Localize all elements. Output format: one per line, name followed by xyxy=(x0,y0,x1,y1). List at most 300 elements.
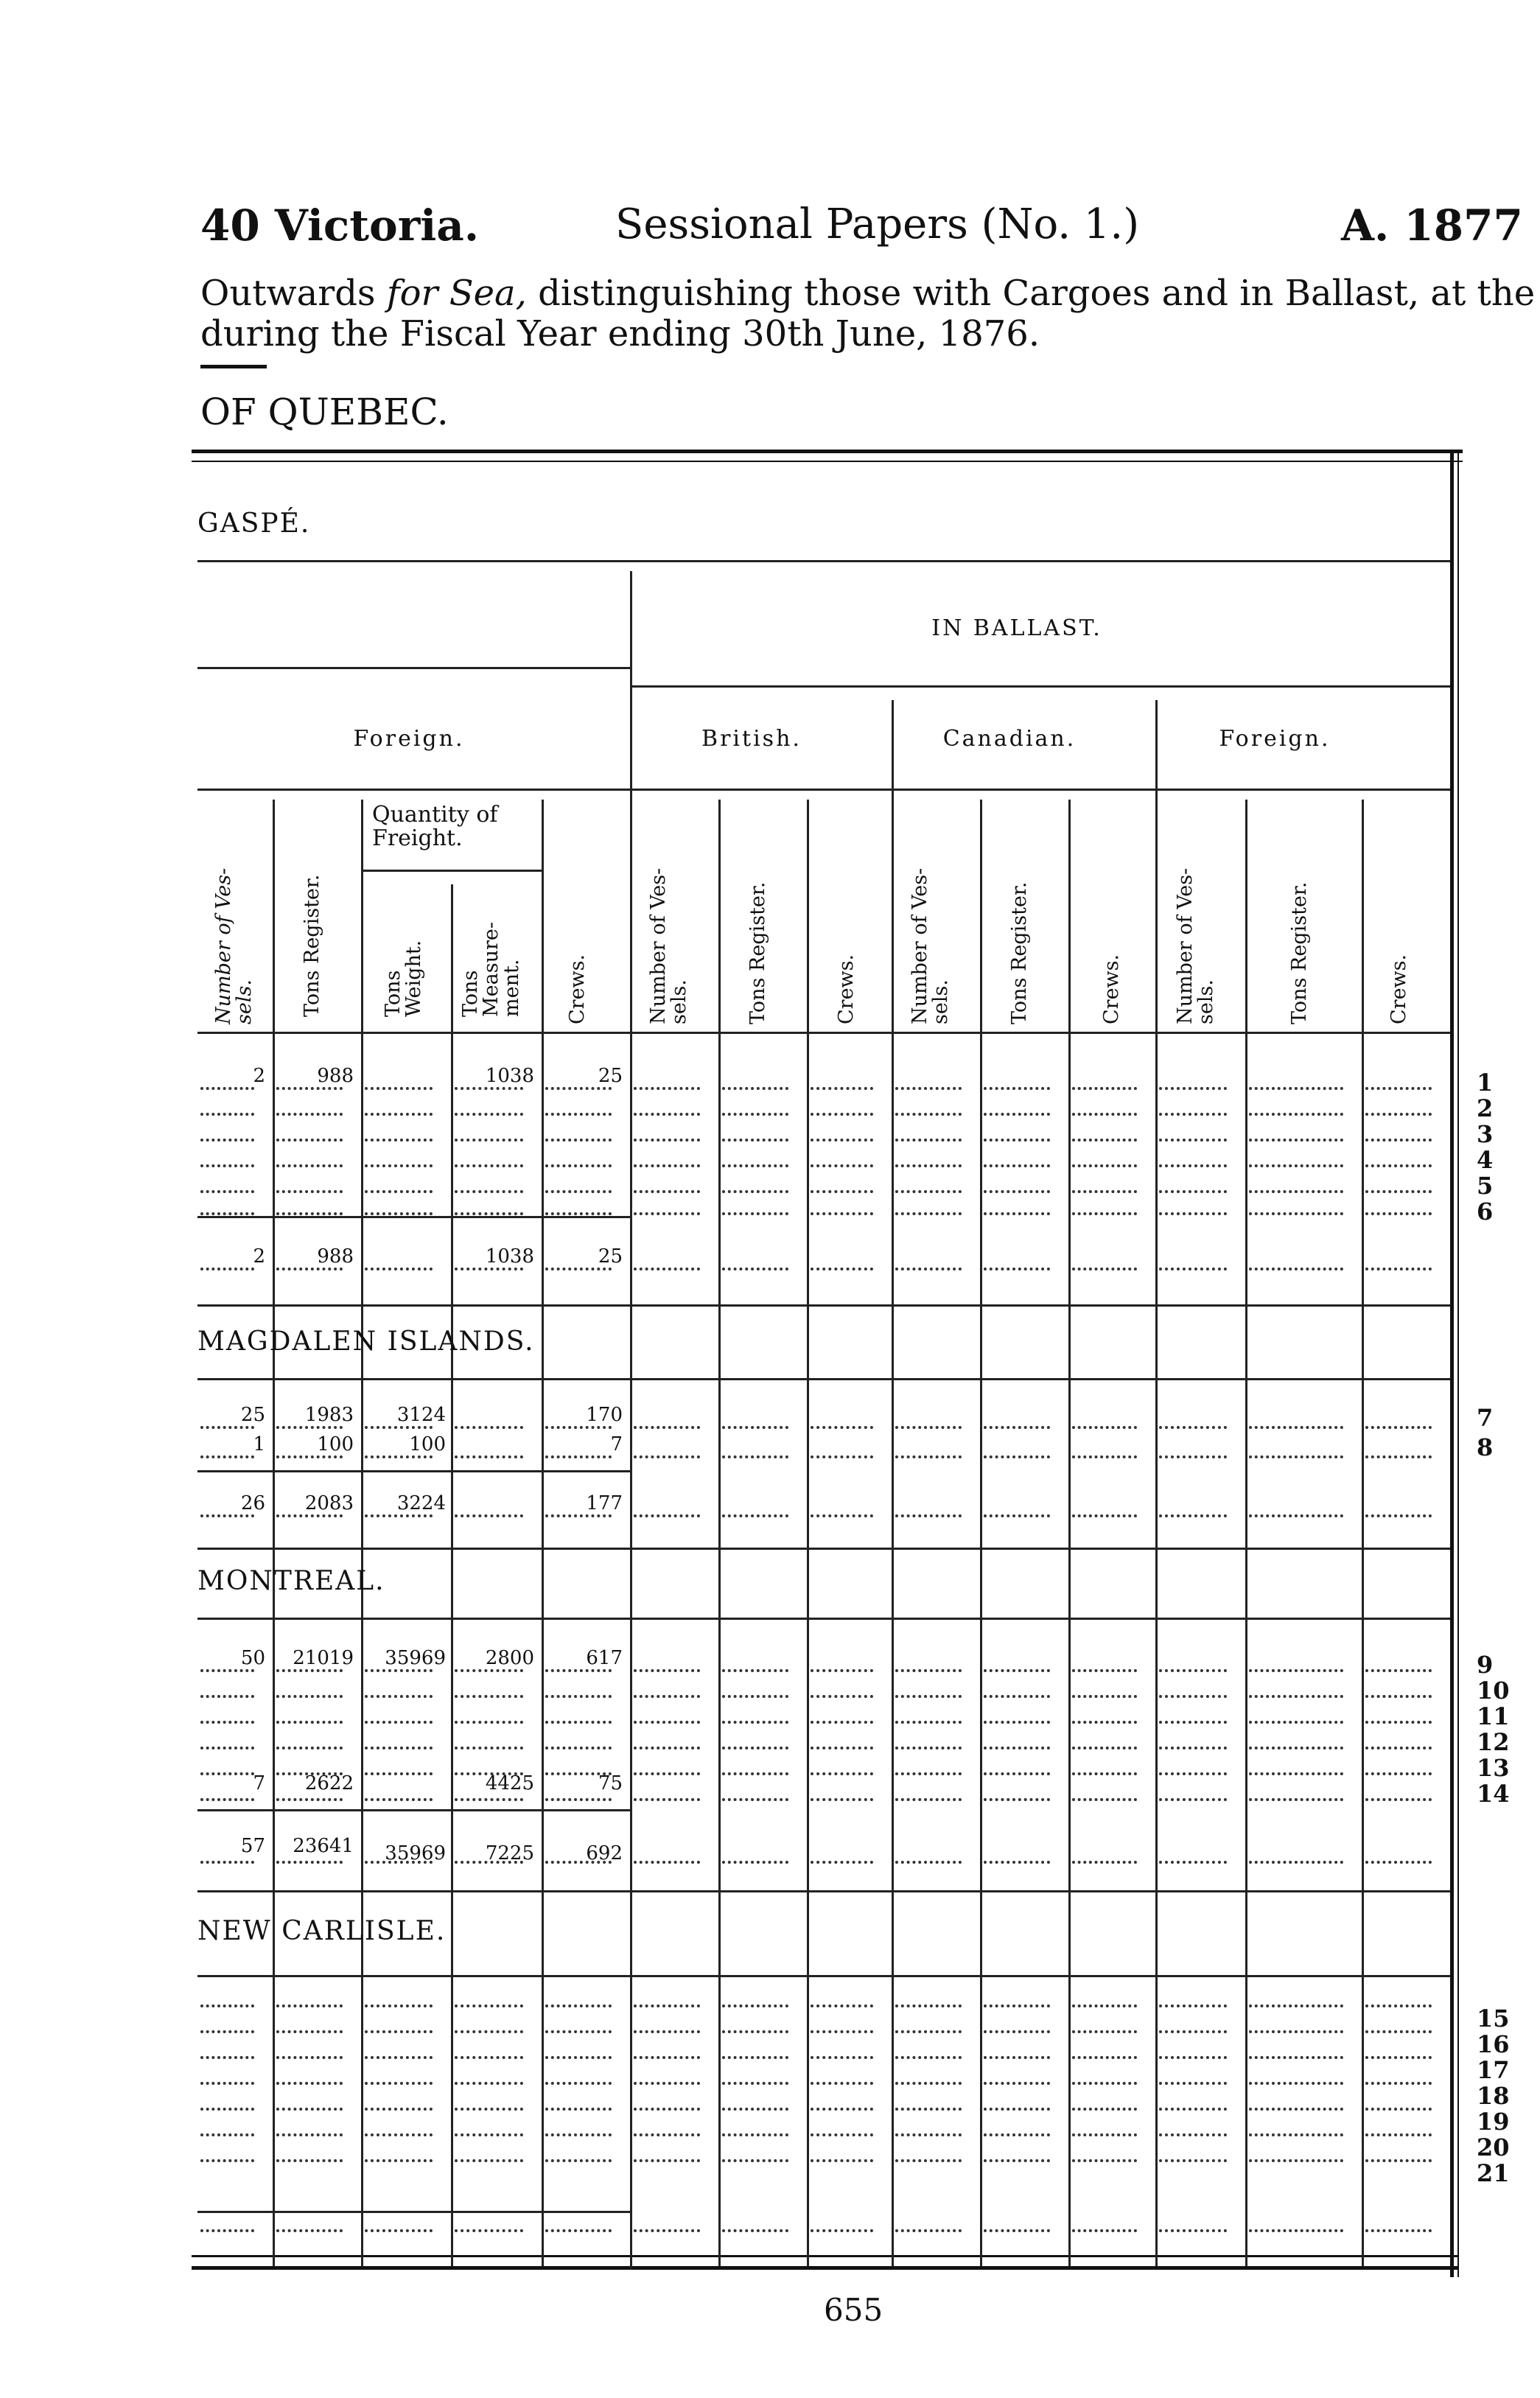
montreal-r6-crews: 75 xyxy=(598,1772,623,1794)
dot-leader xyxy=(722,1268,788,1270)
col-crews-canadian: Crews. xyxy=(1100,954,1123,1024)
dot-leader xyxy=(1249,1695,1343,1698)
col-tons-register-foreign: Tons Register. xyxy=(1288,881,1311,1024)
dot-leader xyxy=(455,2030,523,2033)
dot-leader xyxy=(1365,2030,1432,2033)
dot-leader xyxy=(895,1861,962,1864)
dot-leader xyxy=(1159,1721,1227,1724)
dot-leader xyxy=(1249,1772,1343,1775)
dot-leader xyxy=(984,1164,1050,1167)
in-ballast-header: IN BALLAST. xyxy=(931,615,1102,641)
dot-leader xyxy=(545,1514,612,1517)
dot-leader xyxy=(1072,1721,1137,1724)
dot-leader xyxy=(984,1514,1050,1517)
dot-leader xyxy=(365,1514,433,1517)
magdalen-r2-tons-weight: 100 xyxy=(409,1433,446,1455)
right-border-thin xyxy=(1457,450,1459,2277)
dot-leader xyxy=(984,2159,1050,2162)
dot-leader xyxy=(722,1087,788,1090)
dot-leader xyxy=(722,2133,788,2136)
dot-leader xyxy=(895,2056,962,2059)
dot-leader xyxy=(545,1695,612,1698)
rule-under-montreal xyxy=(197,1618,1450,1620)
dot-leader xyxy=(895,2030,962,2033)
dot-leader xyxy=(984,2108,1050,2111)
gaspe-total-vessels: 2 xyxy=(253,1245,265,1268)
dot-leader xyxy=(634,1426,700,1429)
dot-leader xyxy=(276,2229,343,2232)
dot-leader xyxy=(455,1514,523,1517)
dot-leader xyxy=(200,1164,254,1167)
dot-leader xyxy=(276,1164,343,1167)
dot-leader xyxy=(545,1190,612,1193)
line-number: 21 xyxy=(1477,2159,1510,2187)
dot-leader xyxy=(895,2004,962,2007)
dot-leader xyxy=(1159,1113,1227,1116)
dot-leader xyxy=(1365,1212,1432,1215)
col-tons-register-canadian: Tons Register. xyxy=(1008,881,1031,1024)
dot-leader xyxy=(1072,1455,1137,1458)
dot-leader xyxy=(1249,1087,1343,1090)
dot-leader xyxy=(1249,2133,1343,2136)
dot-leader xyxy=(455,1747,523,1749)
dot-leader xyxy=(895,1268,962,1270)
gaspe-r1-crews: 25 xyxy=(598,1065,623,1087)
dot-leader xyxy=(200,2030,254,2033)
dot-leader xyxy=(455,1426,523,1429)
line-number: 6 xyxy=(1477,1198,1494,1226)
dot-leader xyxy=(1159,2082,1227,2085)
line-number: 20 xyxy=(1477,2133,1510,2161)
col-number-of-vessels-canadian: Number of Ves- sels. xyxy=(909,867,952,1024)
dot-leader xyxy=(1159,1139,1227,1142)
line-number: 16 xyxy=(1477,2030,1510,2058)
montreal-r1-crews: 617 xyxy=(586,1647,623,1669)
dot-leader xyxy=(634,1139,700,1142)
dot-leader xyxy=(1072,1139,1137,1142)
dot-leader xyxy=(545,1139,612,1142)
magdalen-total-tons-weight: 3224 xyxy=(396,1492,446,1514)
dot-leader xyxy=(984,1669,1050,1672)
dot-leader xyxy=(895,1113,962,1116)
dot-leader xyxy=(200,1426,254,1429)
dot-leader xyxy=(634,2004,700,2007)
dot-leader xyxy=(984,1268,1050,1270)
dot-leader xyxy=(895,1212,962,1215)
montreal-total-tons-measurement: 7225 xyxy=(485,1842,534,1864)
dot-leader xyxy=(722,1861,788,1864)
dot-leader xyxy=(811,1426,873,1429)
dot-leader xyxy=(634,1087,700,1090)
dot-leader xyxy=(365,1747,433,1749)
section-title-new-carlisle: NEW CARLISLE. xyxy=(197,1916,447,1946)
rule-under-magdalen xyxy=(197,1378,1450,1380)
dot-leader xyxy=(811,1798,873,1801)
dot-leader xyxy=(722,1113,788,1116)
dot-leader xyxy=(545,1426,612,1429)
dot-leader xyxy=(1365,1139,1432,1142)
dot-leader xyxy=(1249,1426,1343,1429)
dot-leader xyxy=(365,2159,433,2162)
dot-leader xyxy=(276,1747,343,1749)
dot-leader xyxy=(984,1212,1050,1215)
dot-leader xyxy=(200,2108,254,2111)
dot-leader xyxy=(545,1669,612,1672)
dot-leader xyxy=(722,1747,788,1749)
dot-leader xyxy=(1072,1113,1137,1116)
dot-leader xyxy=(634,2108,700,2111)
dot-leader xyxy=(1365,2133,1432,2136)
dot-leader xyxy=(1072,2133,1137,2136)
magdalen-end-rule xyxy=(197,1548,1450,1550)
dot-leader xyxy=(895,1798,962,1801)
dot-leader xyxy=(634,1113,700,1116)
dot-leader xyxy=(455,1721,523,1724)
section-title-montreal: MONTREAL. xyxy=(197,1566,385,1596)
dot-leader xyxy=(276,2030,343,2033)
dot-leader xyxy=(722,2108,788,2111)
dot-leader xyxy=(722,1139,788,1142)
dot-leader xyxy=(1365,1455,1432,1458)
col-line-c2 xyxy=(1068,800,1071,2266)
dot-leader xyxy=(200,1268,254,1270)
montreal-r6-tons-measurement: 4425 xyxy=(485,1772,534,1794)
col-line-f2 xyxy=(1362,800,1364,2266)
dot-leader xyxy=(811,1087,873,1090)
dot-leader xyxy=(984,2056,1050,2059)
dot-leader xyxy=(1365,2229,1432,2232)
dot-leader xyxy=(545,2056,612,2059)
line-number: 9 xyxy=(1477,1651,1494,1679)
dot-leader xyxy=(365,2004,433,2007)
dot-leader xyxy=(984,1139,1050,1142)
dot-leader xyxy=(365,1669,433,1672)
dot-leader xyxy=(200,1772,254,1775)
dot-leader xyxy=(200,1669,254,1672)
dot-leader xyxy=(200,2159,254,2162)
subtitle-line1: Outwards for Sea, distinguishing those with Cargoes and in Ballast, at the xyxy=(200,273,1536,314)
dot-leader xyxy=(276,1212,343,1215)
dot-leader xyxy=(276,1669,343,1672)
dot-leader xyxy=(200,2133,254,2136)
dot-leader xyxy=(1249,1212,1343,1215)
dot-leader xyxy=(1249,1139,1343,1142)
col-number-of-vessels-british: Number of Ves- sels. xyxy=(647,867,690,1024)
dot-leader xyxy=(984,1772,1050,1775)
dot-leader xyxy=(984,1747,1050,1749)
new-carlisle-total-rule xyxy=(197,2211,630,2213)
dot-leader xyxy=(545,1212,612,1215)
dot-leader xyxy=(634,1268,700,1270)
dot-leader xyxy=(1365,1695,1432,1698)
rule-under-headers xyxy=(197,1032,1450,1034)
bottom-rule xyxy=(192,2255,1459,2257)
dot-leader xyxy=(200,1695,254,1698)
dot-leader xyxy=(455,1113,523,1116)
dot-leader xyxy=(455,2229,523,2232)
bottom-rule-thick xyxy=(192,2266,1459,2270)
dot-leader xyxy=(1072,1212,1137,1215)
dot-leader xyxy=(722,1455,788,1458)
dot-leader xyxy=(722,1190,788,1193)
rule-freight xyxy=(361,870,542,872)
dot-leader xyxy=(1159,2133,1227,2136)
dot-leader xyxy=(200,1798,254,1801)
dot-leader xyxy=(455,1455,523,1458)
montreal-total-vessels: 57 xyxy=(240,1835,265,1857)
dot-leader xyxy=(1159,1268,1227,1270)
col-line-b1 xyxy=(718,800,721,2266)
dot-leader xyxy=(811,1695,873,1698)
montreal-total-tons-register: 23641 xyxy=(293,1835,354,1857)
dot-leader xyxy=(722,2159,788,2162)
dot-leader xyxy=(722,1514,788,1517)
dot-leader xyxy=(634,1212,700,1215)
col-tons-register-british: Tons Register. xyxy=(746,881,769,1024)
dot-leader xyxy=(1159,2108,1227,2111)
dot-leader xyxy=(455,1139,523,1142)
dot-leader xyxy=(1159,1190,1227,1193)
dot-leader xyxy=(365,1455,433,1458)
dot-leader xyxy=(1249,1798,1343,1801)
dot-leader xyxy=(1365,2082,1432,2085)
dot-leader xyxy=(1072,2030,1137,2033)
dot-leader xyxy=(545,2229,612,2232)
dot-leader xyxy=(1072,2004,1137,2007)
dot-leader xyxy=(1159,1772,1227,1775)
dot-leader xyxy=(722,1772,788,1775)
top-rule xyxy=(192,450,1463,453)
dot-leader xyxy=(455,1669,523,1672)
dot-leader xyxy=(455,2004,523,2007)
dot-leader xyxy=(984,2082,1050,2085)
dot-leader xyxy=(455,1268,523,1270)
dot-leader xyxy=(1072,1695,1137,1698)
dot-leader xyxy=(455,1087,523,1090)
dot-leader xyxy=(545,1087,612,1090)
dot-leader xyxy=(722,2056,788,2059)
dot-leader xyxy=(895,2133,962,2136)
port-title: OF QUEBEC. xyxy=(200,391,449,433)
dot-leader xyxy=(545,1721,612,1724)
dot-leader xyxy=(1072,2229,1137,2232)
dot-leader xyxy=(455,1190,523,1193)
magdalen-r1-tons-register: 1983 xyxy=(304,1404,354,1426)
dot-leader xyxy=(984,1721,1050,1724)
magdalen-r2-tons-register: 100 xyxy=(317,1433,354,1455)
col-number-of-vessels-cargo: Number of Ves- sels. xyxy=(212,867,256,1024)
dot-leader xyxy=(895,1669,962,1672)
dot-leader xyxy=(276,1455,343,1458)
dot-leader xyxy=(1249,2030,1343,2033)
col-line-b2 xyxy=(807,800,809,2266)
dot-leader xyxy=(545,2004,612,2007)
magdalen-r1-tons-weight: 3124 xyxy=(396,1404,446,1426)
dot-leader xyxy=(1159,1212,1227,1215)
dot-leader xyxy=(895,1747,962,1749)
line-number: 15 xyxy=(1477,2004,1510,2032)
dot-leader xyxy=(811,2004,873,2007)
header-center: Sessional Papers (No. 1.) xyxy=(615,200,1140,248)
dot-leader xyxy=(365,1268,433,1270)
dot-leader xyxy=(545,1164,612,1167)
dot-leader xyxy=(365,1139,433,1142)
dot-leader xyxy=(895,2082,962,2085)
dot-leader xyxy=(1249,2082,1343,2085)
dot-leader xyxy=(634,1798,700,1801)
dot-leader xyxy=(276,2082,343,2085)
dot-leader xyxy=(811,1514,873,1517)
dot-leader xyxy=(455,1798,523,1801)
line-number: 5 xyxy=(1477,1172,1494,1200)
dot-leader xyxy=(545,2082,612,2085)
dot-leader xyxy=(1365,1772,1432,1775)
gaspe-r1-tons-measurement: 1038 xyxy=(485,1065,534,1087)
dot-leader xyxy=(722,2004,788,2007)
dot-leader xyxy=(811,2229,873,2232)
dot-leader xyxy=(984,1113,1050,1116)
dot-leader xyxy=(365,2056,433,2059)
gaspe-total-rule xyxy=(197,1216,630,1218)
dot-leader xyxy=(984,1695,1050,1698)
dot-leader xyxy=(1072,1426,1137,1429)
dot-leader xyxy=(895,1139,962,1142)
dot-leader xyxy=(984,1455,1050,1458)
magdalen-total-crews: 177 xyxy=(586,1492,623,1514)
dot-leader xyxy=(811,1212,873,1215)
dot-leader xyxy=(1249,1190,1343,1193)
dot-leader xyxy=(545,2159,612,2162)
dot-leader xyxy=(1365,1721,1432,1724)
dot-leader xyxy=(276,2056,343,2059)
line-number: 14 xyxy=(1477,1780,1510,1808)
dot-leader xyxy=(365,1695,433,1698)
dot-leader xyxy=(1159,2056,1227,2059)
dot-leader xyxy=(455,2082,523,2085)
dot-leader xyxy=(1249,2108,1343,2111)
dot-leader xyxy=(276,1139,343,1142)
dot-leader xyxy=(722,1695,788,1698)
dot-leader xyxy=(811,1772,873,1775)
dot-leader xyxy=(895,2229,962,2232)
header-left: 40 Victoria. xyxy=(200,200,480,251)
dot-leader xyxy=(895,1455,962,1458)
dot-leader xyxy=(1249,1669,1343,1672)
dot-leader xyxy=(200,2082,254,2085)
dot-leader xyxy=(811,1139,873,1142)
magdalen-total-vessels: 26 xyxy=(240,1492,265,1514)
dot-leader xyxy=(634,2133,700,2136)
gaspe-total-crews: 25 xyxy=(598,1245,623,1268)
dot-leader xyxy=(276,1190,343,1193)
dot-leader xyxy=(545,2108,612,2111)
col-crews-foreign: Crews. xyxy=(1387,954,1410,1024)
dot-leader xyxy=(811,2030,873,2033)
dot-leader xyxy=(895,1695,962,1698)
dot-leader xyxy=(1159,1514,1227,1517)
magdalen-r1-crews: 170 xyxy=(586,1404,623,1426)
dot-leader xyxy=(895,1087,962,1090)
dot-leader xyxy=(811,1669,873,1672)
dot-leader xyxy=(455,1164,523,1167)
dot-leader xyxy=(276,2133,343,2136)
dot-leader xyxy=(984,1190,1050,1193)
dot-leader xyxy=(1365,2159,1432,2162)
dot-leader xyxy=(365,1164,433,1167)
dot-leader xyxy=(1249,1861,1343,1864)
dot-leader xyxy=(1159,1861,1227,1864)
dot-leader xyxy=(1072,1268,1137,1270)
montreal-r6-tons-register: 2622 xyxy=(304,1772,354,1794)
dot-leader xyxy=(634,2030,700,2033)
dot-leader xyxy=(1365,2004,1432,2007)
dot-leader xyxy=(200,2056,254,2059)
dot-leader xyxy=(545,1455,612,1458)
dot-leader xyxy=(984,1087,1050,1090)
magdalen-r2-crews: 7 xyxy=(610,1433,623,1455)
dot-leader xyxy=(365,1212,433,1215)
dot-leader xyxy=(634,1695,700,1698)
dot-leader xyxy=(811,2056,873,2059)
dot-leader xyxy=(811,1861,873,1864)
dot-leader xyxy=(722,2082,788,2085)
dot-leader xyxy=(1249,2159,1343,2162)
dot-leader xyxy=(1365,1190,1432,1193)
dot-leader xyxy=(1159,2159,1227,2162)
dot-leader xyxy=(722,1426,788,1429)
dot-leader xyxy=(200,1747,254,1749)
dot-leader xyxy=(1072,2056,1137,2059)
line-number: 8 xyxy=(1477,1433,1494,1461)
page-number: 655 xyxy=(824,2292,883,2328)
dot-leader xyxy=(895,1164,962,1167)
dot-leader xyxy=(1159,2030,1227,2033)
dot-leader xyxy=(895,2108,962,2111)
dot-leader xyxy=(200,1455,254,1458)
dot-leader xyxy=(455,1772,523,1775)
line-number: 7 xyxy=(1477,1404,1494,1432)
dot-leader xyxy=(1365,1798,1432,1801)
dot-leader xyxy=(811,1747,873,1749)
dot-leader xyxy=(1249,2056,1343,2059)
dot-leader xyxy=(1072,1669,1137,1672)
dot-leader xyxy=(455,1695,523,1698)
dot-leader xyxy=(276,1721,343,1724)
line-number: 1 xyxy=(1477,1069,1494,1097)
dot-leader xyxy=(365,1721,433,1724)
dot-leader xyxy=(1072,1861,1137,1864)
dot-leader xyxy=(1249,1455,1343,1458)
dot-leader xyxy=(1365,1514,1432,1517)
dot-leader xyxy=(1249,1113,1343,1116)
dot-leader xyxy=(895,1514,962,1517)
group-foreign-ballast: Foreign. xyxy=(1219,726,1331,752)
dot-leader xyxy=(811,2108,873,2111)
dot-leader xyxy=(1365,1087,1432,1090)
dot-leader xyxy=(1159,1747,1227,1749)
dot-leader xyxy=(276,2108,343,2111)
dot-leader xyxy=(276,1426,343,1429)
right-border xyxy=(1450,450,1454,2277)
dot-leader xyxy=(455,2159,523,2162)
montreal-r1-tons-register: 21019 xyxy=(293,1647,354,1669)
divider-british-canadian xyxy=(892,700,894,2266)
dot-leader xyxy=(545,1268,612,1270)
dot-leader xyxy=(811,2082,873,2085)
line-number: 17 xyxy=(1477,2056,1510,2084)
magdalen-r2-vessels: 1 xyxy=(253,1433,265,1455)
rule-column-heads xyxy=(197,789,1450,791)
